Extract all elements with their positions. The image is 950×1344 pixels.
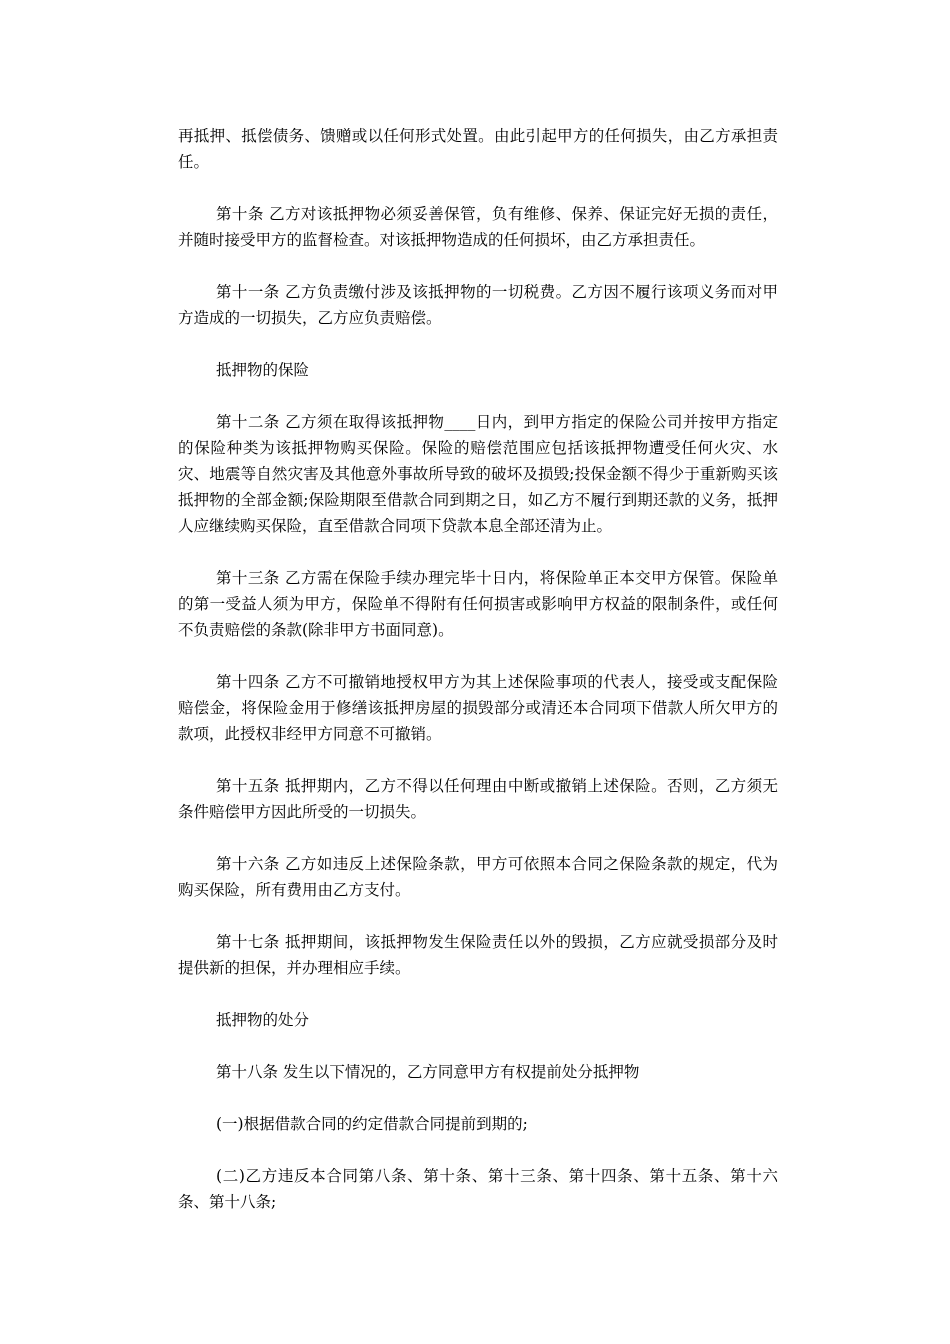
section-heading-disposal: 抵押物的处分: [216, 1011, 310, 1029]
paragraph-continuation: 再抵押、抵偿债务、馈赠或以任何形式处置。由此引起甲方的任何损失，由乙方承担责任。: [178, 127, 778, 171]
section-heading-insurance: 抵押物的保险: [216, 361, 310, 379]
document-body: [178, 123, 778, 1241]
paragraph-article-10: 第十条 乙方对该抵押物必须妥善保管，负有维修、保养、保证完好无损的责任，并随时接受甲方的监督检查。对该抵押物造成的任何损坏，由乙方承担责任。: [178, 205, 778, 249]
paragraph-article-14: 第十四条 乙方不可撤销地授权甲方为其上述保险事项的代表人，接受或支配保险赔偿金，将保险金用于修缮该抵押房屋的损毁部分或清还本合同项下借款人所欠甲方的款项，此授权非经甲方同意不可撤销。: [178, 673, 778, 743]
paragraph-article-17: 第十七条 抵押期间，该抵押物发生保险责任以外的毁损，乙方应就受损部分及时提供新的担保，并办理相应手续。: [178, 933, 778, 977]
paragraph-article-15: 第十五条 抵押期内，乙方不得以任何理由中断或撤销上述保险。否则，乙方须无条件赔偿甲方因此所受的一切损失。: [178, 777, 778, 821]
paragraph-article-12: 第十二条 乙方须在取得该抵押物____日内，到甲方指定的保险公司并按甲方指定的保险种类为该抵押物购买保险。保险的赔偿范围应包括该抵押物遭受任何火灾、水灾、地震等自然灾害及其他意外事故所导致的破坏及损毁;投保金额不得少于重新购买该抵押物的全部金额;保险期限至借款合同到期之日，如乙方不履行到期还款的义务，抵押人应继续购买保险，直至借款合同项下贷款本息全部还清为止。: [178, 413, 778, 535]
paragraph-article-18: 第十八条 发生以下情况的，乙方同意甲方有权提前处分抵押物: [216, 1063, 640, 1081]
list-item-2: (二)乙方违反本合同第八条、第十条、第十三条、第十四条、第十五条、第十六条、第十八条;: [178, 1167, 778, 1211]
list-item-1: (一)根据借款合同的约定借款合同提前到期的;: [216, 1115, 528, 1133]
paragraph-article-11: 第十一条 乙方负责缴付涉及该抵押物的一切税费。乙方因不履行该项义务而对甲方造成的一切损失，乙方应负责赔偿。: [178, 283, 778, 327]
paragraph-article-13: 第十三条 乙方需在保险手续办理完毕十日内，将保险单正本交甲方保管。保险单的第一受益人须为甲方，保险单不得附有任何损害或影响甲方权益的限制条件，或任何不负责赔偿的条款(除非甲方书面同意)。: [178, 569, 778, 639]
paragraph-article-16: 第十六条 乙方如违反上述保险条款，甲方可依照本合同之保险条款的规定，代为购买保险，所有费用由乙方支付。: [178, 855, 778, 899]
